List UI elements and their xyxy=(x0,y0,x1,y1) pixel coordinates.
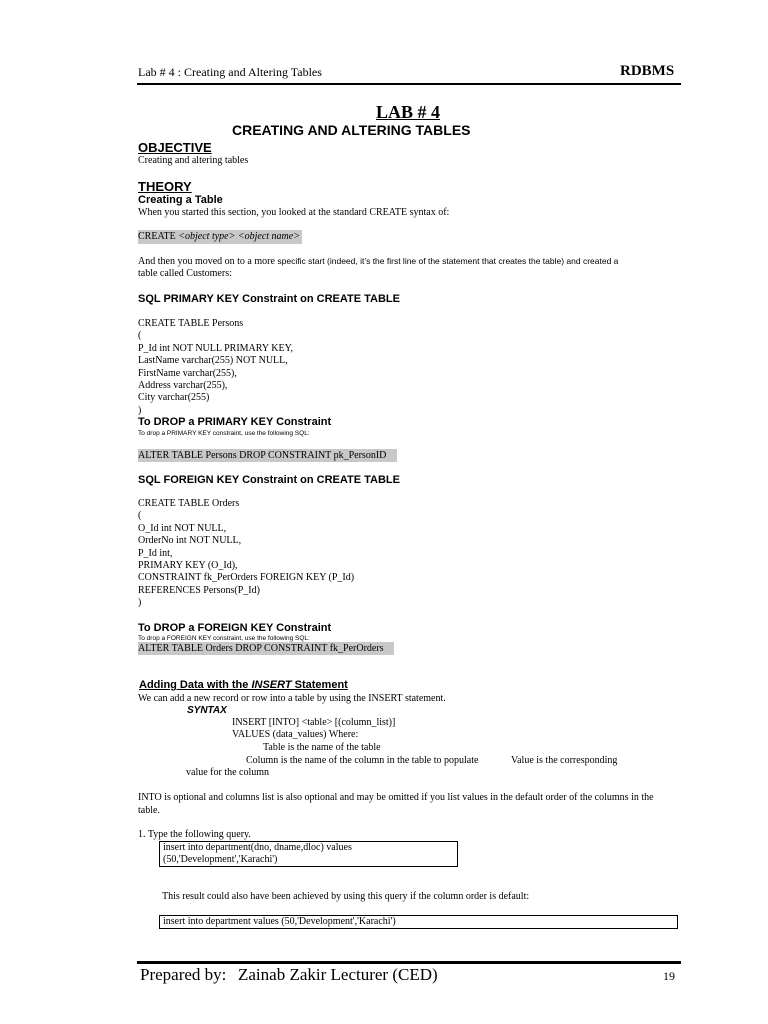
insert-heading-part1: Adding Data with the xyxy=(139,679,252,691)
fk-code-line: CONSTRAINT fk_PerOrders FOREIGN KEY (P_Id) xyxy=(138,572,355,584)
syntax-line-values: VALUES (data_values) Where: xyxy=(232,729,359,740)
pk-code-line: CREATE TABLE Persons xyxy=(138,318,244,329)
theory-heading: THEORY xyxy=(138,179,192,194)
pk-drop-sql: ALTER TABLE Persons DROP CONSTRAINT pk_PersonID xyxy=(138,449,397,462)
fk-code-line: ) xyxy=(138,597,142,609)
objective-heading: OBJECTIVE xyxy=(138,140,212,155)
fk-code-line: ( xyxy=(138,510,142,522)
pk-code-line: ) xyxy=(138,404,142,416)
pk-drop-note: To drop a PRIMARY KEY constraint, use the following SQL: xyxy=(138,430,310,437)
fk-code-line: O_Id int NOT NULL, xyxy=(138,522,227,534)
footer-author: Zainab Zakir Lecturer (CED) xyxy=(238,965,438,984)
pk-heading: SQL PRIMARY KEY Constraint on CREATE TABLE xyxy=(138,293,400,305)
page-number: 19 xyxy=(663,969,675,983)
syntax-label: SYNTAX xyxy=(187,705,227,716)
fk-code-line: REFERENCES Persons(P_Id) xyxy=(138,584,260,596)
fk-code-line: PRIMARY KEY (O_Id), xyxy=(138,560,238,572)
page-title: LAB # 4 xyxy=(376,102,441,122)
insert-heading-part2: Statement xyxy=(291,679,348,691)
fk-heading: SQL FOREIGN KEY Constraint on CREATE TABLE xyxy=(138,474,400,486)
insert-intro: We can add a new record or row into a table by using the INSERT statement. xyxy=(138,693,446,704)
insert-heading xyxy=(139,679,348,691)
fk-code-block xyxy=(138,498,354,610)
moved-text-part2: specific start (indeed, it’s the first line of the statement that creates the table) and created a xyxy=(277,256,619,266)
pk-code-block xyxy=(138,318,293,417)
syntax-line-value: Value is the corresponding xyxy=(511,755,618,766)
theory-moved-line xyxy=(138,256,618,267)
optional-note-line1: INTO is optional and columns list is also optional and may be omitted if you list values in the default order of the columns in the xyxy=(138,792,654,803)
pk-code-line: P_Id int NOT NULL PRIMARY KEY, xyxy=(138,342,294,354)
header-rule xyxy=(137,83,681,85)
running-header-title: Lab # 4 : Creating and Altering Tables xyxy=(138,65,322,79)
pk-drop-heading: To DROP a PRIMARY KEY Constraint xyxy=(138,416,332,428)
footer-prepared-label: Prepared by: xyxy=(140,965,227,984)
step-1-instruction: 1. Type the following query. xyxy=(138,829,251,840)
footer-rule xyxy=(137,961,681,964)
query-1-line: insert into department(dno, dname,dloc) values xyxy=(163,842,352,853)
fk-code-line: OrderNo int NOT NULL, xyxy=(138,535,242,547)
insert-heading-keyword: INSERT xyxy=(251,679,292,691)
syntax-line-column: Column is the name of the column in the table to populate xyxy=(246,755,479,766)
fk-code-line: P_Id int, xyxy=(138,547,173,559)
pk-code-line: FirstName varchar(255), xyxy=(138,367,237,379)
create-syntax-block xyxy=(138,230,302,244)
create-keyword: CREATE xyxy=(138,231,179,242)
theory-intro: When you started this section, you looked at the standard CREATE syntax of: xyxy=(138,207,450,218)
create-syntax-highlight xyxy=(138,230,302,244)
query-2-text: insert into department values (50,'Development','Karachi') xyxy=(163,916,396,927)
creating-table-heading: Creating a Table xyxy=(138,194,223,206)
theory-moved-line2: table called Customers: xyxy=(138,268,232,279)
page-subtitle: CREATING AND ALTERING TABLES xyxy=(232,122,471,138)
optional-note-line2: table. xyxy=(138,805,160,816)
fk-drop-sql: ALTER TABLE Orders DROP CONSTRAINT fk_PerOrders xyxy=(138,642,394,655)
moved-text-part1: And then you moved on to a more xyxy=(138,256,278,267)
pk-code-line: ( xyxy=(138,330,142,342)
fk-code-line: CREATE TABLE Orders xyxy=(138,498,240,509)
query-1-line: (50,'Development','Karachi') xyxy=(163,854,278,865)
syntax-line-table: Table is the name of the table xyxy=(263,742,381,753)
create-placeholders: <object type> <object name> xyxy=(178,231,300,242)
objective-text: Creating and altering tables xyxy=(138,155,249,166)
fk-drop-heading: To DROP a FOREIGN KEY Constraint xyxy=(138,622,332,634)
syntax-line-value-cont: value for the column xyxy=(186,767,270,778)
query-box-1 xyxy=(159,841,458,867)
running-header-course: RDBMS xyxy=(620,63,675,79)
query-box-2 xyxy=(159,915,678,929)
alternative-query-text: This result could also have been achieved by using this query if the column order is default: xyxy=(162,891,530,902)
fk-drop-note: To drop a FOREIGN KEY constraint, use the following SQL: xyxy=(138,635,310,642)
pk-code-line: City varchar(255) xyxy=(138,392,210,404)
pk-code-line: Address varchar(255), xyxy=(138,380,228,392)
syntax-line-insert: INSERT [INTO] <table> [(column_list)] xyxy=(232,717,396,728)
pk-code-line: LastName varchar(255) NOT NULL, xyxy=(138,355,288,367)
